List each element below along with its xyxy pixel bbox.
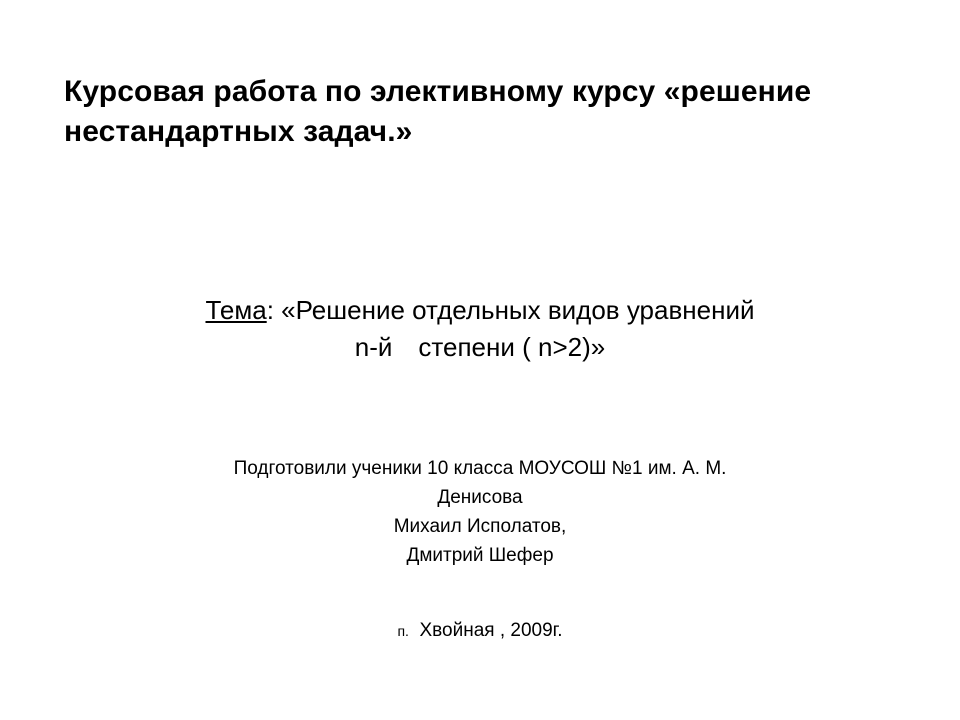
topic-line-1 [60, 292, 900, 329]
topic-block [60, 292, 900, 366]
title-block [64, 72, 924, 151]
authors-line: Михаил Исполатов, [393, 515, 567, 537]
place-text: Хвойная , 2009г. [419, 620, 563, 641]
authors-line: Подготовили ученики 10 класса МОУСОШ №1 им. А. М. [233, 458, 727, 479]
place-line [60, 617, 900, 646]
topic-degree-n: n-й [354, 331, 393, 362]
authors-line: Денисова [437, 486, 523, 508]
authors-line: Дмитрий Шефер [406, 544, 554, 566]
topic-line-2 [60, 329, 900, 366]
page-title: Курсовая работа по элективному курсу «решение нестандартных задач.» [64, 75, 812, 148]
topic-text: : «Решение отдельных видов уравнений [266, 295, 755, 325]
place-block [60, 617, 900, 646]
topic-label: Тема [205, 295, 267, 325]
topic-degree-text: степени ( n>2)» [418, 331, 606, 362]
place-prefix: п. [397, 623, 409, 639]
authors-block [60, 455, 900, 571]
